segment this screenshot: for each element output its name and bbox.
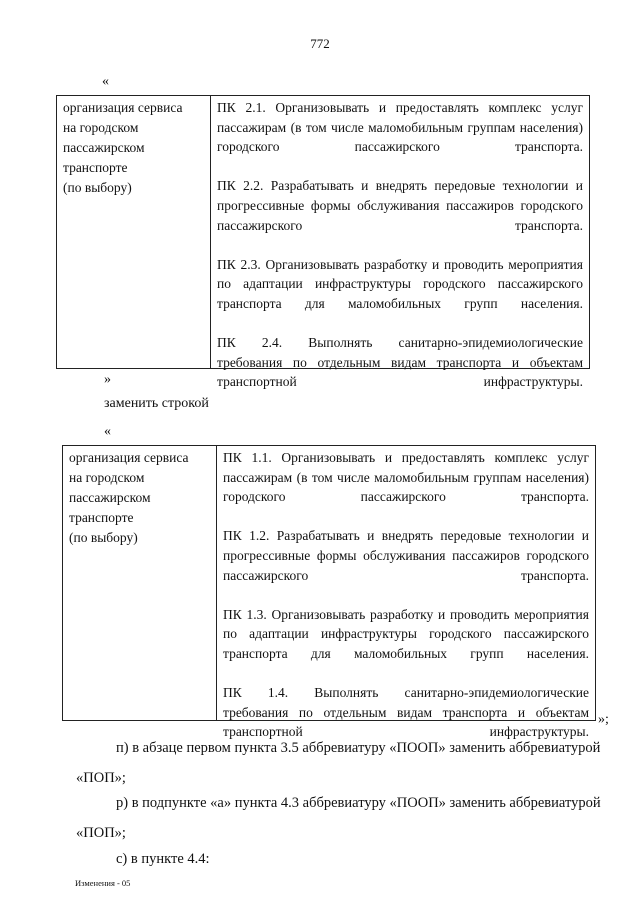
table-1-item: ПК 2.2. Разрабатывать и внедрять передовые технологии и прогрессивные формы обслуживания пассажиров городского пассажирского транспорта. xyxy=(217,178,583,233)
table-1-col1-line: транспорте xyxy=(63,160,128,175)
replace-text: заменить строкой xyxy=(104,396,209,411)
table-1-col1-line: на городском xyxy=(63,120,139,135)
table-2 xyxy=(62,445,596,740)
close-quote-1: » xyxy=(104,372,111,387)
paragraph-p-line2: «ПОП»; xyxy=(76,770,126,786)
close-quote-semicolon: »; xyxy=(598,712,609,727)
table-1-col1 xyxy=(57,96,211,368)
table-2-col1-line: пассажирском xyxy=(69,490,151,505)
table-1 xyxy=(56,95,590,390)
table-2-col1-line: на городском xyxy=(69,470,145,485)
table-2-col2 xyxy=(217,446,595,740)
table-2-item: ПК 1.4. Выполнять санитарно-эпидемиологические требования по отдельным видам транспорта и объектам транспортной инфраструктуры. xyxy=(223,685,589,740)
table-2-item: ПК 1.3. Организовывать разработку и проводить мероприятия по адаптации инфраструктуры городского пассажирского транспорта для маломобильных групп населения. xyxy=(223,606,589,661)
paragraph-r-line2: «ПОП»; xyxy=(76,825,126,841)
table-1-col1-line: (по выбору) xyxy=(63,180,132,195)
table-1-col1-line: пассажирском xyxy=(63,140,145,155)
table-1-item: ПК 2.1. Организовывать и предоставлять комплекс услуг пассажирам (в том числе маломобильным группам населения) городского пассажирского транспорта. xyxy=(217,100,583,155)
open-quote-2: « xyxy=(104,424,111,439)
table-2-item: ПК 1.1. Организовывать и предоставлять комплекс услуг пассажирам (в том числе маломобильным группам населения) городского пассажирского транспорта. xyxy=(223,450,589,505)
footer-text: Изменения - 05 xyxy=(75,878,131,888)
paragraph-s-line1: с) в пункте 4.4: xyxy=(116,851,210,867)
table-2-col1-line: (по выбору) xyxy=(69,530,138,545)
table-1-col2 xyxy=(211,96,589,390)
open-quote-1: « xyxy=(102,74,109,89)
table-1-item: ПК 2.3. Организовывать разработку и проводить мероприятия по адаптации инфраструктуры городского пассажирского транспорта для маломобильных групп населения. xyxy=(217,256,583,311)
page-number: 772 xyxy=(310,36,330,51)
table-2-col1-line: транспорте xyxy=(69,510,134,525)
paragraph-p-line1: п) в абзаце первом пункта 3.5 аббревиатуру «ПООП» заменить аббревиатурой xyxy=(116,740,601,756)
table-2-col1-line: организация сервиса xyxy=(69,450,189,465)
table-2-col1 xyxy=(63,446,217,720)
table-2-item: ПК 1.2. Разрабатывать и внедрять передовые технологии и прогрессивные формы обслуживания пассажиров городского пассажирского транспорта. xyxy=(223,528,589,583)
table-1-col1-line: организация сервиса xyxy=(63,100,183,115)
paragraph-r-line1: р) в подпункте «а» пункта 4.3 аббревиатуру «ПООП» заменить аббревиатурой xyxy=(116,795,601,811)
table-1-item: ПК 2.4. Выполнять санитарно-эпидемиологические требования по отдельным видам транспорта и объектам транспортной инфраструктуры. xyxy=(217,335,583,390)
